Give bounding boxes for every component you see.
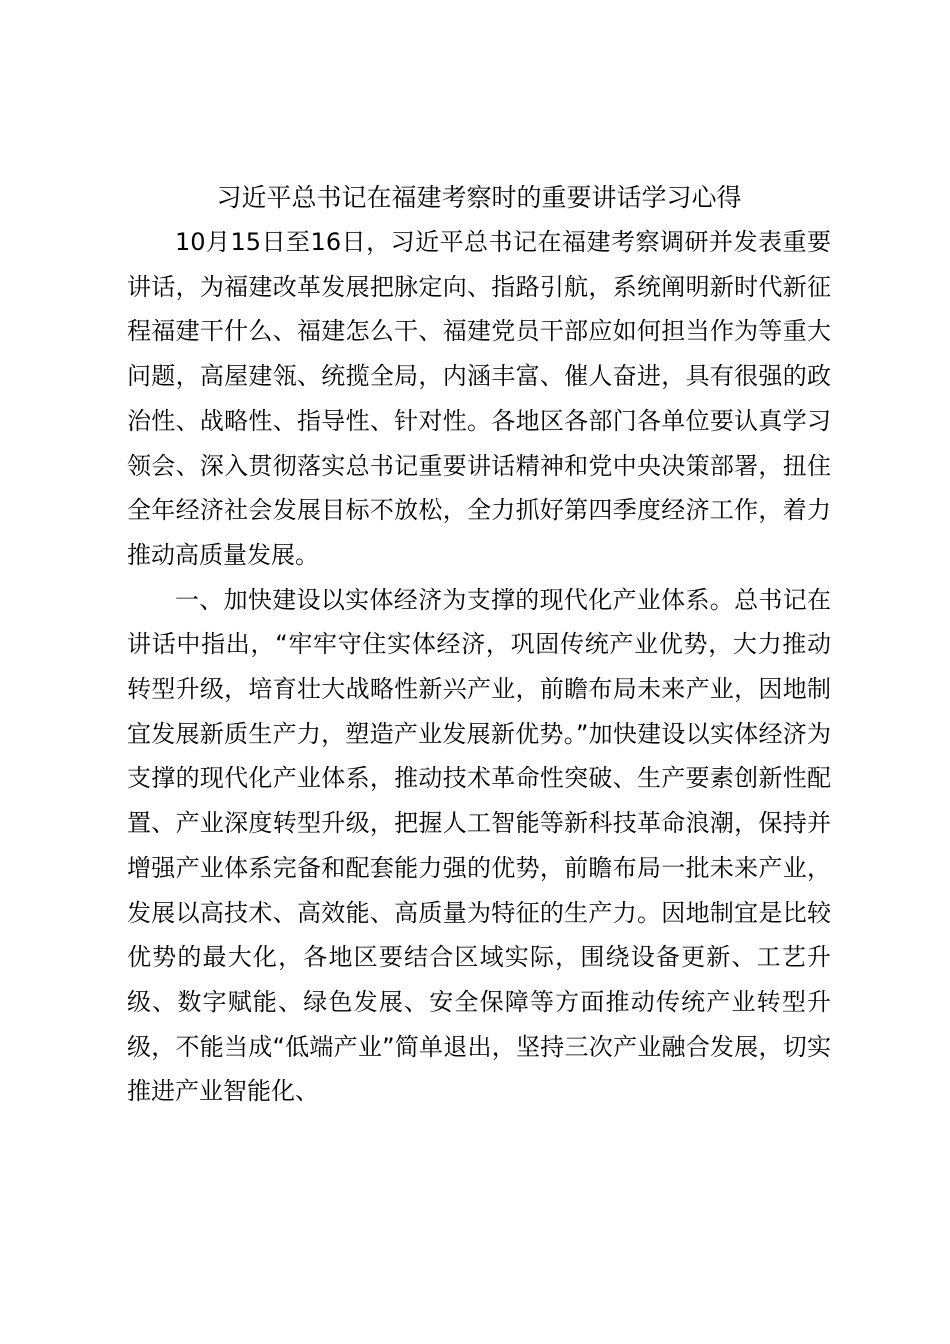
document-body (127, 176, 831, 1114)
document-title: 习近平总书记在福建考察时的重要讲话学习心得 (216, 183, 742, 212)
paragraph-section-one: 一、加快建设以实体经济为支撑的现代化产业体系。总书记在讲话中指出，“牢牢守住实体经济，巩固传统产业优势，大力推动转型升级，培育壮大战略性新兴产业，前瞻布局未来产业，因地制宜发展新质生产力，塑造产业发展新优势。”加快建设以实体经济为支撑的现代化产业体系，推动技术革命性突破、生产要素创新性配置、产业深度转型升级，把握人工智能等新科技革命浪潮，保持并增强产业体系完备和配套能力强的优势，前瞻布局一批未来产业，发展以高技术、高效能、高质量为特征的生产力。因地制宜是比较优势的最大化，各地区要结合区域实际，围绕设备更新、工艺升级、数字赋能、绿色发展、安全保障等方面推动传统产业转型升级，不能当成“低端产业”简单退出，坚持三次产业融合发展，切实推进产业智能化、 (127, 585, 831, 1106)
paragraph-intro: 10月15日至16日，习近平总书记在福建考察调研并发表重要讲话，为福建改革发展把脉定向、指路引航，系统阐明新时代新征程福建干什么、福建怎么干、福建党员干部应如何担当作为等重大问题，高屋建瓴、统揽全局，内涵丰富、催人奋进，具有很强的政治性、战略性、指导性、针对性。各地区各部门各单位要认真学习领会、深入贯彻落实总书记重要讲话精神和党中央决策部署，扭住全年经济社会发展目标不放松，全力抓好第四季度经济工作，着力推动高质量发展。 (127, 228, 831, 569)
